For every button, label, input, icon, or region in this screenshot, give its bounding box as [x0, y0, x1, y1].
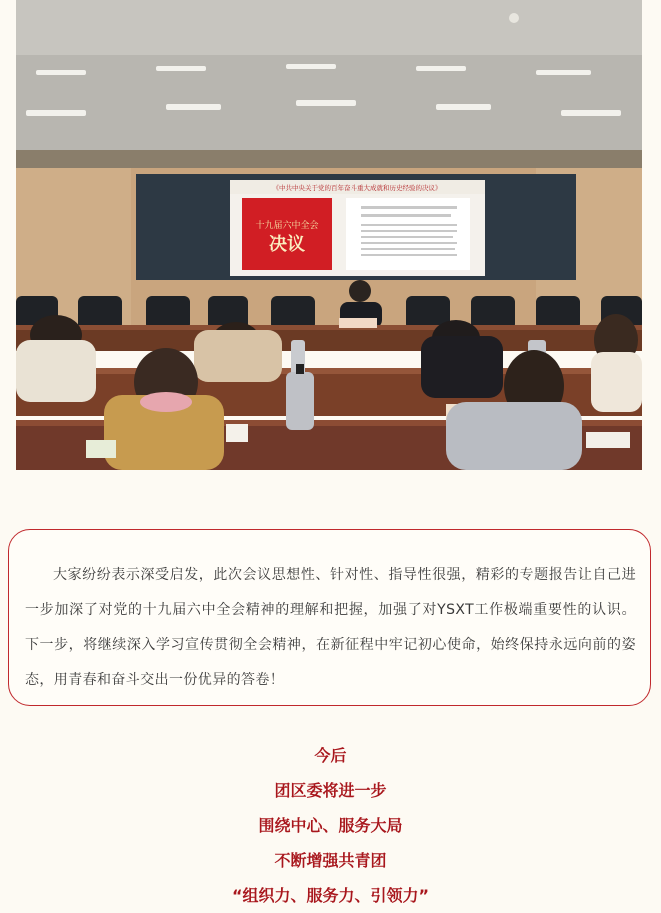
book-title: 决议 — [269, 234, 305, 255]
closing-line-4: 不断增强共青团 — [274, 851, 387, 870]
screen-title: 《中共中央关于党的百年奋斗重大成就和历史经验的决议》 — [272, 184, 442, 192]
closing-line-1: 今后 — [314, 746, 347, 765]
summary-card — [8, 529, 651, 706]
closing-statement — [0, 738, 661, 913]
summary-paragraph: 大家纷纷表示深受启发，此次会议思想性、针对性、指导性很强，精彩的专题报告让自己进一步加深了对党的十九届六中全会精神的理解和把握，加强了对YSXT工作极端重要性的认识。下一步，将继续深入学习宣传贯彻全会精神，在新征程中牢记初心使命，始终保持永远向前的姿态，用青春和奋斗交出一份优异的答卷！ — [25, 567, 636, 688]
closing-line-2: 团区委将进一步 — [274, 781, 387, 800]
meeting-photo — [16, 0, 642, 470]
closing-line-3: 围绕中心、服务大局 — [258, 816, 403, 835]
closing-line-5: “组织力、服务力、引领力” — [231, 886, 430, 905]
book-subtitle: 十九届六中全会 — [255, 221, 319, 231]
